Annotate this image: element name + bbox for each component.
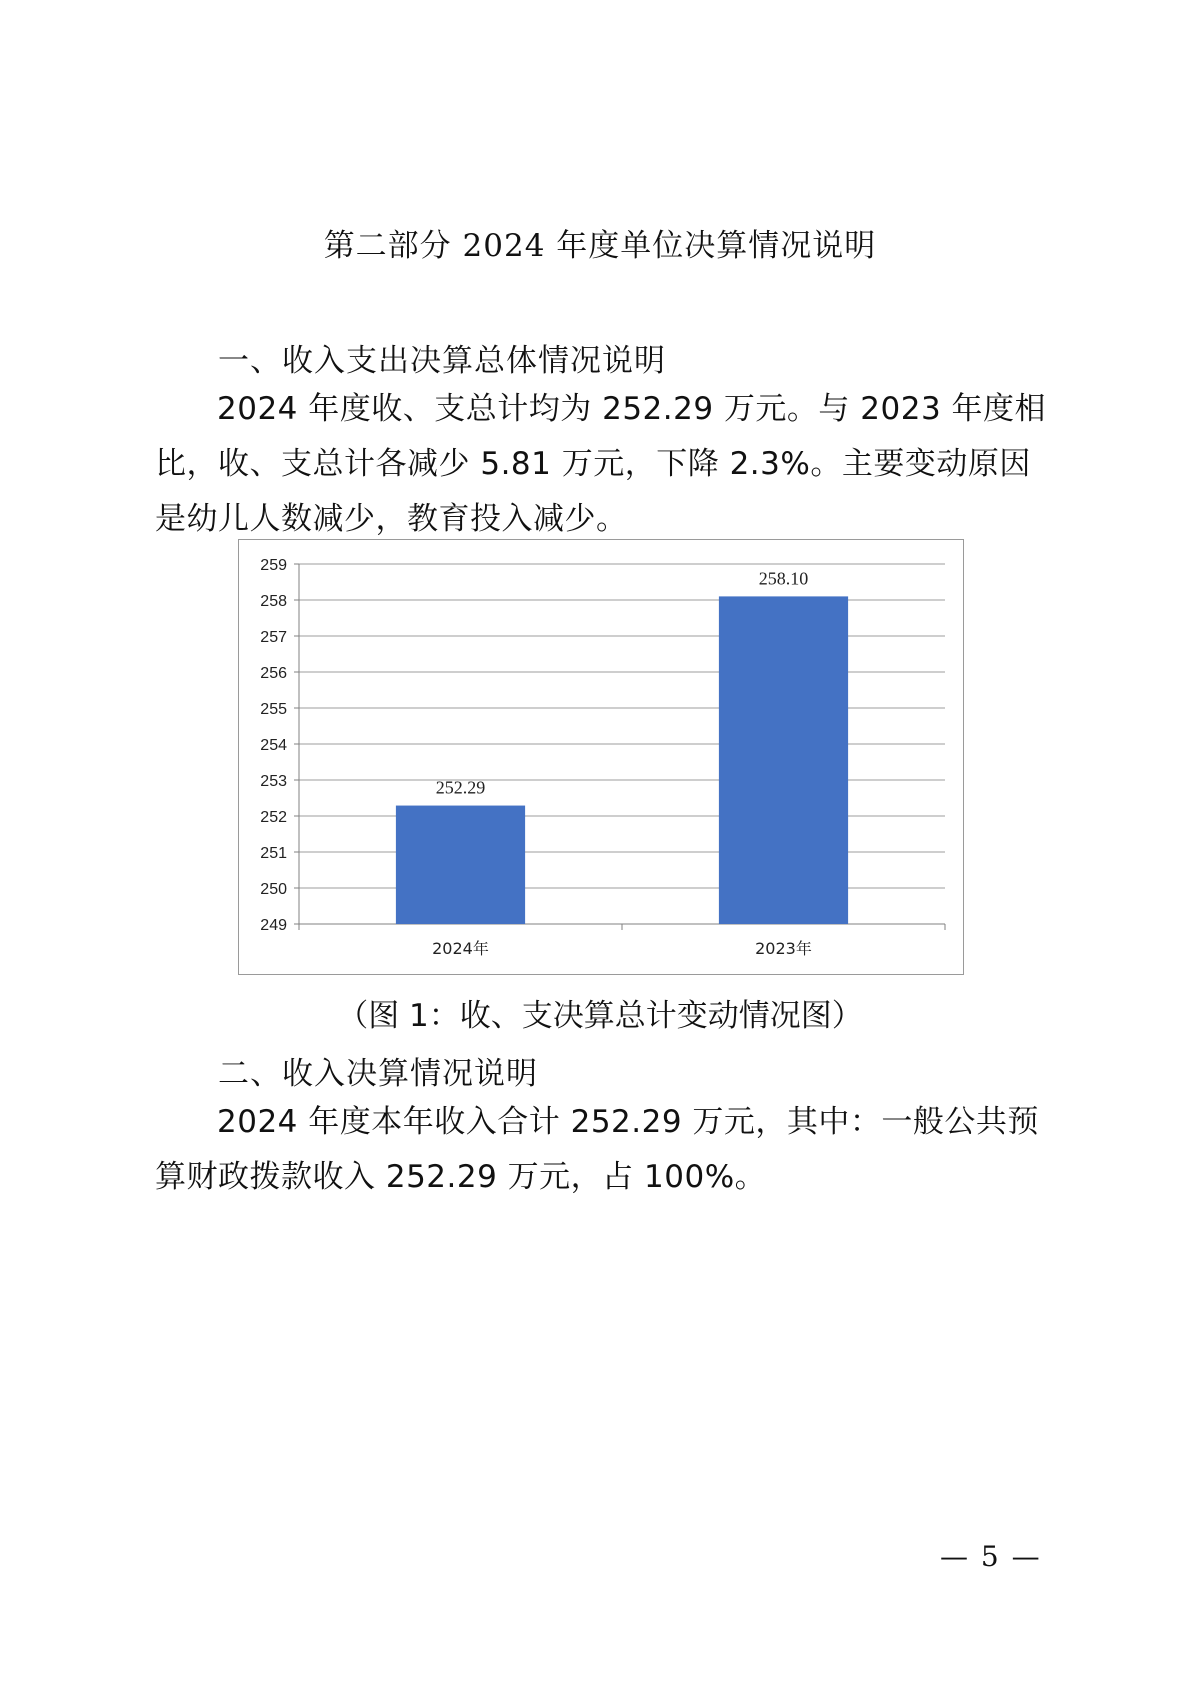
page-number: — 5 —: [940, 1540, 1042, 1573]
bar-chart: [239, 540, 965, 976]
bar: [719, 596, 848, 924]
y-tick-label: 256: [260, 665, 287, 682]
x-tick-label: 2023年: [755, 939, 812, 958]
y-tick-label: 259: [260, 557, 287, 574]
x-tick-label: 2024年: [432, 939, 489, 958]
page-title: 第二部分 2024 年度单位决算情况说明: [323, 228, 877, 264]
section-1-paragraph: 2024 年度收、支总计均为 252.29 万元。与 2023 年度相比，收、支总计各减少 5.81 万元，下降 2.3%。主要变动原因是幼儿人数减少，教育投入减少。: [155, 391, 1047, 537]
figure-caption: （图 1：收、支决算总计变动情况图）: [337, 998, 863, 1034]
section-2-paragraph: 2024 年度本年收入合计 252.29 万元，其中：一般公共预算财政拨款收入 252.29 万元，占 100%。: [155, 1104, 1039, 1195]
section-1-heading: 一、收入支出决算总体情况说明: [218, 343, 666, 379]
y-tick-label: 254: [260, 737, 287, 754]
data-label: 258.10: [758, 568, 809, 589]
y-tick-label: 255: [260, 701, 287, 718]
y-tick-label: 250: [260, 881, 287, 898]
bar: [396, 806, 525, 924]
y-tick-label: 249: [260, 917, 287, 934]
y-tick-label: 258: [260, 593, 287, 610]
y-tick-label: 257: [260, 629, 287, 646]
data-label: 252.29: [435, 777, 486, 798]
chart-frame: [238, 539, 964, 975]
y-tick-label: 253: [260, 773, 287, 790]
section-2-heading: 二、收入决算情况说明: [218, 1056, 538, 1092]
y-tick-label: 251: [260, 845, 287, 862]
y-tick-label: 252: [260, 809, 287, 826]
